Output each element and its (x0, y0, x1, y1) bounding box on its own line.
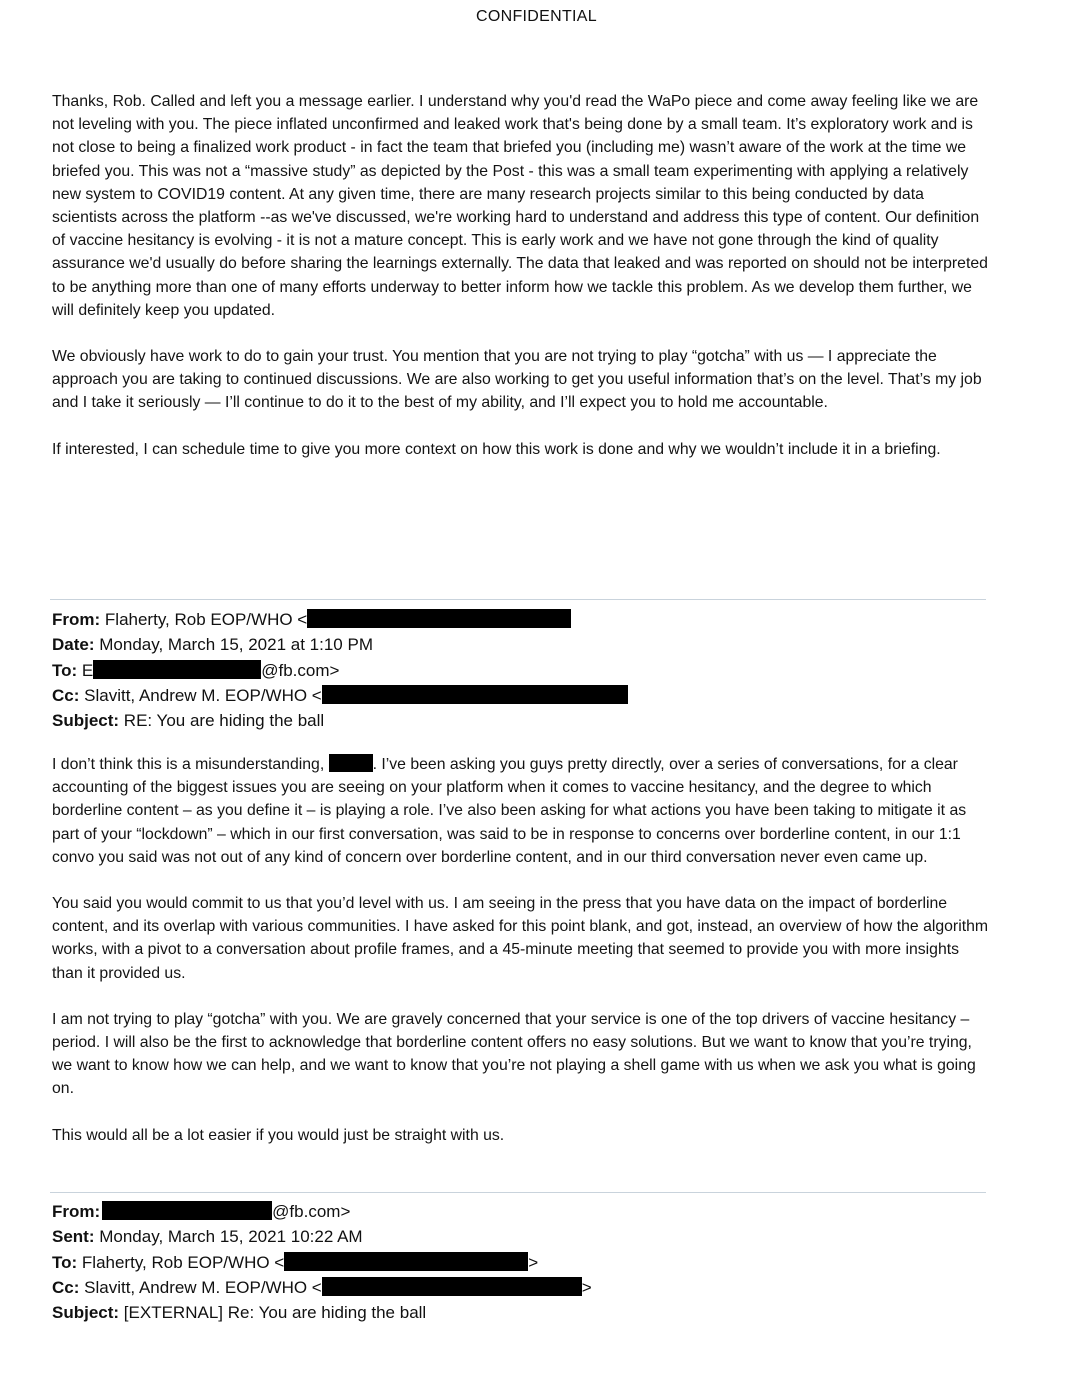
redaction-bar (93, 660, 261, 679)
sent-row (52, 1224, 992, 1249)
email-paragraph-4: This would all be a lot easier if you would just be straight with us. (52, 1126, 505, 1144)
from-value-suffix: @fb.com> (272, 1202, 351, 1221)
email-header-2 (52, 1199, 992, 1325)
subject-label: Subject: (52, 711, 120, 731)
to-row (52, 1250, 992, 1275)
date-label: Date: (52, 635, 95, 655)
subject-value: [EXTERNAL] Re: You are hiding the ball (123, 1303, 427, 1323)
date-row (52, 632, 992, 657)
sent-label: Sent: (52, 1227, 95, 1247)
redaction-bar (307, 609, 571, 628)
email-header-1 (52, 607, 992, 733)
redaction-bar (329, 754, 373, 772)
cc-label: Cc: (52, 1277, 80, 1297)
reply-body (52, 90, 992, 461)
subject-row (52, 708, 992, 733)
email-paragraph-1-rest: . I’ve been asking you guys pretty directly, over a series of conversations, for a clear accounting of the biggest issues you are seeing on your platform when it comes to vaccine hesitancy, and the degree to which borderline content – as you define it – is playing a role. I’ve also been asking for what actions you have been taking to mitigate it as part of your “lockdown” – which in our first conversation, was said to be in response to concerns over borderline content, in our 1:1 convo you said was not out of any kind of concern over borderline content, and in our third conversation never even came up. (52, 756, 967, 866)
cc-label: Cc: (52, 685, 80, 705)
sent-value: Monday, March 15, 2021 10:22 AM (99, 1227, 363, 1247)
reply-paragraph-1: Thanks, Rob. Called and left you a message earlier. I understand why you'd read the WaPo piece and come away feeling like we are not leveling with you. The piece inflated unconfirmed and leaked work that's being done by a small team. It’s exploratory work and is not close to being a finalized work product - in fact the team that briefed you (including me) wasn’t aware of the work at the time we briefed you. This was not a “massive study” as depicted by the Post - this was a small team experimenting with applying a relatively new system to COVID19 content. At any given time, there are many research projects similar to this being conducted by data scientists across the platform --as we've discussed, we're working hard to understand and address this type of content. Our definition of vaccine hesitancy is evolving - it is not a mature concept. This is early work and we have not gone through the kind of quality assurance we'd usually do before sharing the learnings externally. The data that leaked and was reported on should not be interpreted to be anything more than one of many efforts underway to better inform how we tackle this problem. As we develop them further, we will definitely keep you updated. (52, 93, 988, 319)
date-value: Monday, March 15, 2021 at 1:10 PM (99, 635, 373, 655)
to-label: To: (52, 1252, 78, 1272)
cc-close: > (581, 1277, 592, 1297)
cc-row (52, 683, 992, 708)
separator-line (50, 599, 986, 600)
from-row (52, 1199, 992, 1224)
from-row (52, 607, 992, 632)
email-paragraph-1-start: I don’t think this is a misunderstanding, (52, 756, 329, 773)
from-value: Flaherty, Rob EOP/WHO < (104, 610, 308, 629)
to-close: > (528, 1252, 539, 1272)
from-label: From: (52, 610, 101, 629)
separator-line (50, 1192, 986, 1193)
to-row (52, 658, 992, 683)
to-value-suffix: @fb.com> (261, 660, 340, 680)
email-paragraph-3: I am not trying to play “gotcha” with you. We are gravely concerned that your service is one of the top drivers of vaccine hesitancy – period. I will also be the first to acknowledge that borderline content offers no easy solutions. But we want to know that you’re trying, we want to know how we can help, and we want to know that you’re not playing a shell game with us when we ask you what is going on. (52, 1010, 976, 1098)
cc-value: Slavitt, Andrew M. EOP/WHO < (84, 1277, 322, 1297)
redaction-bar (322, 685, 628, 704)
from-label: From: (52, 1202, 101, 1221)
redaction-bar (284, 1252, 528, 1271)
email-body-1 (52, 753, 992, 1147)
subject-row (52, 1300, 992, 1325)
redaction-bar (322, 1277, 582, 1296)
redaction-bar (102, 1201, 272, 1220)
email-paragraph-1 (52, 753, 992, 869)
reply-paragraph-3: If interested, I can schedule time to give you more context on how this work is done and why we wouldn’t include it in a briefing. (52, 440, 941, 458)
reply-paragraph-2: We obviously have work to do to gain your trust. You mention that you are not trying to play “gotcha” with us — I appreciate the approach you are taking to continued discussions. We are also working to get you useful information that’s on the level. That’s my job and I take it seriously — I’ll continue to do it to the best of my ability, and I’ll expect you to hold me accountable. (52, 348, 982, 412)
subject-value: RE: You are hiding the ball (123, 711, 325, 731)
email-paragraph-2: You said you would commit to us that you’d level with us. I am seeing in the press that you have data on the impact of borderline content, and its overlap with various communities. I have asked for this point blank, and got, instead, an overview of how the algorithm works, with a pivot to a conversation about profile frames, and a 45-minute meeting that seemed to provide you with more insights than it provided us. (52, 895, 989, 982)
cc-row (52, 1275, 992, 1300)
cc-value: Slavitt, Andrew M. EOP/WHO < (84, 685, 322, 705)
to-value: Flaherty, Rob EOP/WHO < (81, 1252, 285, 1272)
to-value-prefix: E (81, 660, 94, 680)
to-label: To: (52, 660, 78, 680)
subject-label: Subject: (52, 1303, 120, 1323)
confidential-header: CONFIDENTIAL (476, 8, 597, 25)
